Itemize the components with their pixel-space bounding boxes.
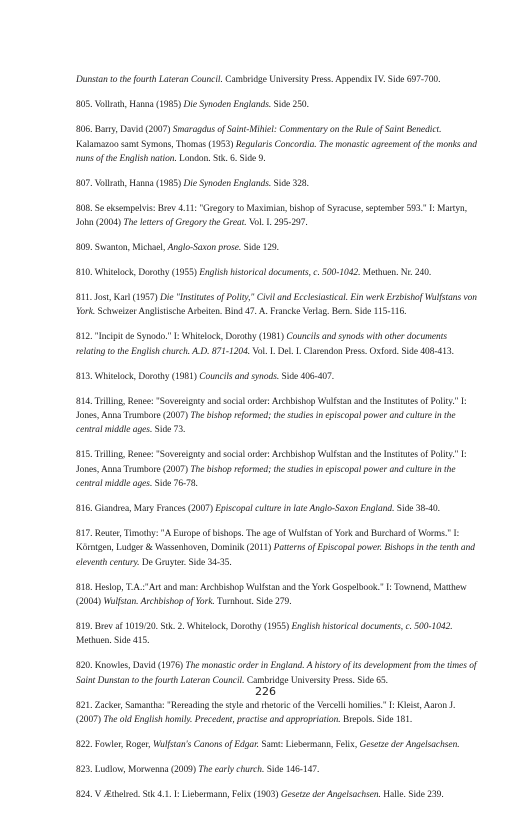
footnote-text: 817. Reuter, Timothy: "A Europe of bishops. The age of Wulfstan of York and Burchard of Worms." I: Körntgen, Ludger & Wassenhoven, Dominik (2011) bbox=[76, 528, 460, 554]
footnote-text: Side 73. bbox=[152, 425, 186, 436]
footnote-title: Anglo-Saxon prose. bbox=[167, 243, 242, 254]
footnote-text: 820. Knowles, David (1976) bbox=[76, 661, 186, 672]
footnote-824 bbox=[76, 788, 478, 802]
footnote-text: 819. Brev af 1019/20. Stk. 2. Whitelock, Dorothy (1955) bbox=[76, 621, 292, 632]
footnote-text: Side 406-407. bbox=[279, 371, 335, 382]
footnote-821 bbox=[76, 699, 478, 728]
footnote-808 bbox=[76, 202, 478, 231]
footnote-title: English historical documents, c. 500-1042. bbox=[291, 621, 453, 632]
footnote-text: Cambridge University Press. Appendix IV. Side 697-700. bbox=[222, 75, 441, 85]
footnote-title: Regularis Concordia. The monastic agreement of the monks and nuns of the English nation. bbox=[76, 139, 477, 165]
footnote-title: Die Synoden Englands. bbox=[183, 179, 272, 190]
footnote-title: English historical documents, c. 500-1042. bbox=[199, 268, 361, 279]
footnote-text: Side 328. bbox=[271, 179, 309, 190]
footnote-text: 809. Swanton, Michael, bbox=[76, 243, 168, 254]
footnote-title: Die Synoden Englands. bbox=[183, 100, 272, 111]
footnote-text: Vol. I. 295-297. bbox=[246, 218, 308, 229]
footnote-text: 814. Trilling, Renee: "Sovereignty and social order: Archbishop Wulfstan and the Institutes of Polity." I: Jones, Anna Trumbore (2007) bbox=[76, 396, 467, 421]
footnote-817 bbox=[76, 527, 478, 570]
footnote-text: Vol. I. Del. I. Clarendon Press. Oxford. Side 408-413. bbox=[250, 346, 454, 357]
footnote-text: 816. Giandrea, Mary Frances (2007) bbox=[76, 504, 216, 515]
footnote-title: Councils and synods. bbox=[199, 371, 280, 382]
footnote-text: 815. Trilling, Renee: "Sovereignty and social order: Archbishop Wulfstan and the Institutes of Polity." I: Jones, Anna Trumbore (2007) bbox=[76, 450, 467, 475]
footnote-text: 810. Whitelock, Dorothy (1955) bbox=[76, 268, 200, 279]
footnote-807 bbox=[76, 177, 478, 191]
footnote-title: The early church. bbox=[198, 764, 265, 775]
footnote-805 bbox=[76, 98, 478, 112]
page-number: 226 bbox=[255, 685, 276, 698]
footnote-title: Smaragdus of Saint-Mihiel: Commentary on the Rule of Saint Benedict. bbox=[172, 125, 442, 136]
footnote-818 bbox=[76, 581, 478, 610]
footnote-title: The letters of Gregory the Great. bbox=[123, 218, 247, 229]
footnote-text: 805. Vollrath, Hanna (1985) bbox=[76, 100, 184, 111]
footnote-text: Methuen. Side 415. bbox=[76, 636, 150, 647]
footnote-text: 806. Barry, David (2007) bbox=[76, 125, 173, 136]
footnote-title: The bishop reformed; the studies in episcopal power and culture in the central middle ages. bbox=[76, 411, 456, 436]
footnote-813 bbox=[76, 370, 478, 384]
footnote-title: Episcopal culture in late Anglo-Saxon England. bbox=[215, 504, 395, 515]
footnote-text: Samt: Liebermann, Felix, bbox=[259, 739, 360, 750]
footnote-title: The bishop reformed; the studies in episcopal power and culture in the central middle ages. bbox=[76, 464, 456, 490]
footnote-text: Side 250. bbox=[271, 100, 309, 111]
footnote-text: Side 38-40. bbox=[394, 504, 440, 515]
footnote-title: Gesetze der Angelsachsen. bbox=[280, 789, 381, 800]
footnote-803-cont bbox=[76, 73, 478, 87]
footnote-text: 822. Fowler, Roger, bbox=[76, 739, 153, 750]
footnote-816 bbox=[76, 502, 478, 516]
footnote-title: The monastic order in England. A history of its development from the times of Saint Dunstan to the fourth Lateran Council. bbox=[76, 661, 477, 686]
footnote-text: 821. Zacker, Samantha: "Rereading the style and rhetoric of the Vercelli homilies." I: Kleist, Aaron J. (2007) bbox=[76, 700, 456, 725]
footnote-text: Side 76-78. bbox=[152, 479, 198, 490]
footnote-title: Councils and synods with other documents relating to the English church. A.D. 871-1204. bbox=[76, 332, 447, 357]
footnote-text: Methuen. Nr. 240. bbox=[360, 268, 432, 279]
footnote-text: Schweizer Anglistische Arbeiten. Bind 47. A. Francke Verlag. Bern. Side 115-116. bbox=[95, 307, 407, 318]
footnote-text: De Gruyter. Side 34-35. bbox=[139, 557, 232, 568]
footnote-text: 808. Se eksempelvis: Brev 4.11: "Gregory to Maximian, bishop of Syracuse, september 593." I: Martyn, John (2004) bbox=[76, 203, 468, 229]
footnote-822 bbox=[76, 738, 478, 752]
footnote-title: Wulfstan. Archbishop of York. bbox=[103, 597, 215, 608]
footnote-814 bbox=[76, 395, 478, 438]
footnote-text: 813. Whitelock, Dorothy (1981) bbox=[76, 371, 200, 382]
footnote-text: Kalamazoo samt Symons, Thomas (1953) bbox=[76, 139, 236, 150]
footnote-text: 823. Ludlow, Morwenna (2009) bbox=[76, 764, 199, 775]
footnote-text: 807. Vollrath, Hanna (1985) bbox=[76, 179, 184, 190]
footnote-text: London. Stk. 6. Side 9. bbox=[176, 154, 266, 165]
footnote-list bbox=[76, 73, 478, 813]
footnote-806 bbox=[76, 123, 478, 166]
footnote-text: Turnhout. Side 279. bbox=[214, 597, 292, 608]
footnote-title: The old English homily. Precedent, practise and appropriation. bbox=[103, 715, 341, 725]
footnote-text: Brepols. Side 181. bbox=[340, 715, 413, 725]
footnote-title: Die "Institutes of Polity," Civil and Ecclesiastical. Ein werk Erzbishof Wulfstans von York. bbox=[76, 293, 477, 318]
footnote-text: Side 146-147. bbox=[264, 764, 320, 775]
footnote-text: 818. Heslop, T.A.:"Art and man: Archbishop Wulfstan and the York Gospelbook." I: Townend, Matthew (2004) bbox=[76, 582, 467, 608]
footnote-815 bbox=[76, 448, 478, 491]
footnote-title: Wulfstan's Canons of Edgar. bbox=[152, 739, 260, 750]
footnote-text: Side 129. bbox=[241, 243, 280, 254]
footnote-809 bbox=[76, 241, 478, 255]
footnote-819 bbox=[76, 620, 478, 649]
footnote-text: 824. V Æthelred. Stk 4.1. I: Liebermann, Felix (1903) bbox=[76, 789, 281, 800]
footnote-820 bbox=[76, 659, 478, 688]
footnote-title: Gesetze der Angelsachsen. bbox=[359, 739, 460, 750]
footnote-title: Patterns of Episcopal power. Bishops in the tenth and eleventh century. bbox=[76, 543, 475, 568]
footnote-title: Dunstan to the fourth Lateran Council. bbox=[76, 75, 223, 85]
footnote-text: Halle. Side 239. bbox=[380, 789, 444, 800]
footnote-811 bbox=[76, 291, 478, 320]
footnote-text: 811. Jost, Karl (1957) bbox=[76, 293, 161, 304]
footnote-812 bbox=[76, 330, 478, 359]
footnote-823 bbox=[76, 763, 478, 777]
footnote-text: Cambridge University Press. Side 65. bbox=[244, 675, 388, 686]
footnote-810 bbox=[76, 266, 478, 280]
footnote-text: 812. "Incipit de Synodo." I: Whitelock, Dorothy (1981) bbox=[76, 332, 287, 343]
